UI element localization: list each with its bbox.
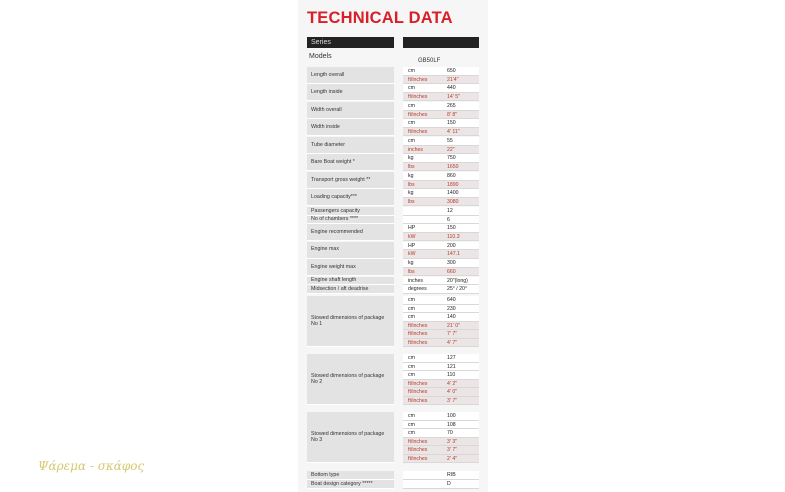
- spec-row: [403, 146, 479, 155]
- spec-row: [403, 128, 479, 137]
- spec-unit: cm: [408, 372, 415, 378]
- spec-row: [403, 242, 479, 251]
- spec-label: Transport gross weight **: [307, 172, 394, 189]
- spec-row: [403, 363, 479, 372]
- spec-label: Stowed dimensions of package No 1: [307, 296, 394, 347]
- spec-value: 3080: [447, 198, 459, 205]
- spec-value: 25° / 20°: [447, 286, 468, 292]
- spec-unit: cm: [408, 421, 415, 428]
- spec-label: Length overall: [307, 67, 394, 84]
- spec-row: [403, 233, 479, 242]
- spec-row: [403, 313, 479, 322]
- spec-unit: ft/inches: [408, 447, 428, 453]
- spec-value: 4' 11": [447, 128, 460, 135]
- spec-label: Stowed dimensions of package No 3: [307, 412, 394, 463]
- spec-row: [403, 250, 479, 259]
- spec-value: 4' 0": [447, 389, 458, 395]
- spec-unit: ft/inches: [408, 397, 428, 404]
- spec-unit: lbs: [408, 163, 415, 170]
- spec-value: 121: [447, 363, 456, 370]
- spec-unit: inches: [408, 146, 423, 153]
- spec-row: [403, 388, 479, 397]
- spec-value: 110.3: [447, 233, 460, 240]
- spec-value: 650: [447, 68, 456, 74]
- page-title: TECHNICAL DATA: [307, 9, 453, 27]
- spec-value: 3' 3": [447, 438, 458, 445]
- spec-row: [403, 371, 479, 380]
- spec-value: 20"(long): [447, 277, 468, 284]
- series-header: Series: [307, 37, 394, 48]
- spec-label: Midsection / aft deadrise: [307, 285, 394, 294]
- spec-unit: HP: [408, 242, 416, 249]
- spec-unit: ft/inches: [408, 128, 428, 135]
- spec-value: 660: [447, 268, 456, 275]
- spec-unit: HP: [408, 225, 416, 231]
- spec-label: Length inside: [307, 84, 394, 101]
- spec-unit: ft/inches: [408, 76, 428, 83]
- spec-label: Width inside: [307, 119, 394, 136]
- spec-value: RIB: [447, 472, 456, 478]
- spec-value: 1890: [447, 181, 459, 188]
- spec-row: [403, 181, 479, 190]
- spec-row: [403, 137, 479, 146]
- spec-unit: cm: [408, 120, 415, 126]
- spec-row: [403, 285, 479, 294]
- spec-value: 230: [447, 305, 456, 312]
- spec-row: [403, 119, 479, 128]
- spec-value: 6: [447, 216, 450, 223]
- spec-unit: lbs: [408, 181, 415, 188]
- model-name: GB50LF: [418, 58, 441, 64]
- spec-row: [403, 380, 479, 389]
- spec-row: [403, 207, 479, 216]
- spec-label: Engine shaft length: [307, 277, 394, 286]
- spec-value: 640: [447, 297, 456, 303]
- spec-unit: ft/inches: [408, 389, 428, 395]
- spec-row: [403, 305, 479, 314]
- spec-unit: lbs: [408, 268, 415, 275]
- spec-label: Stowed dimensions of package No 2: [307, 354, 394, 405]
- models-label: Models: [309, 53, 332, 60]
- spec-value: 150: [447, 225, 456, 231]
- spec-label: Tube diameter: [307, 137, 394, 154]
- spec-row: [403, 224, 479, 233]
- spec-unit: kg: [408, 173, 414, 179]
- spec-row: [403, 455, 479, 464]
- spec-row: [403, 322, 479, 331]
- spec-value: 21' 0": [447, 322, 460, 329]
- spec-unit: cm: [408, 363, 415, 370]
- spec-unit: cm: [408, 355, 415, 361]
- spec-label: Bottom type: [307, 471, 394, 480]
- spec-value: 140: [447, 314, 456, 320]
- spec-unit: cm: [408, 68, 415, 74]
- spec-unit: ft/inches: [408, 438, 428, 445]
- spec-value: 127: [447, 355, 456, 361]
- spec-label: Bare Boat weight *: [307, 154, 394, 171]
- spec-unit: kg: [408, 155, 414, 161]
- spec-row: [403, 412, 479, 421]
- spec-row: [403, 397, 479, 406]
- spec-label: Engine max: [307, 242, 394, 259]
- spec-value: 2' 4": [447, 455, 458, 462]
- spec-unit: cm: [408, 413, 415, 419]
- spec-row: [403, 198, 479, 207]
- spec-value: 110: [447, 372, 456, 378]
- spec-row: [403, 446, 479, 455]
- spec-label: Engine weight max: [307, 259, 394, 276]
- spec-row: [403, 111, 479, 120]
- spec-row: [403, 471, 479, 480]
- spec-value: D: [447, 481, 451, 487]
- spec-row: [403, 67, 479, 76]
- spec-row: [403, 172, 479, 181]
- spec-unit: ft/inches: [408, 111, 428, 118]
- spec-row: [403, 277, 479, 286]
- spec-row: [403, 84, 479, 93]
- spec-row: [403, 339, 479, 348]
- spec-value: 4' 7": [447, 339, 458, 346]
- spec-unit: inches: [408, 277, 423, 284]
- spec-row: [403, 438, 479, 447]
- spec-value: 860: [447, 173, 456, 179]
- spec-row: [403, 480, 479, 489]
- spec-unit: ft/inches: [408, 455, 428, 462]
- spec-row: [403, 354, 479, 363]
- spec-value: 300: [447, 260, 456, 266]
- spec-unit: cm: [408, 138, 415, 144]
- spec-row: [403, 330, 479, 339]
- spec-row: [403, 259, 479, 268]
- spec-value: 3' 7": [447, 397, 458, 404]
- spec-unit: ft/inches: [408, 339, 428, 346]
- spec-row: [403, 189, 479, 198]
- spec-unit: kW: [408, 251, 416, 257]
- spec-row: [403, 421, 479, 430]
- spec-unit: ft/inches: [408, 322, 428, 329]
- spec-row: [403, 154, 479, 163]
- spec-value: 200: [447, 242, 456, 249]
- spec-unit: ft/inches: [408, 93, 428, 100]
- spec-value: 21'4": [447, 76, 459, 83]
- spec-value: 265: [447, 103, 456, 109]
- spec-unit: cm: [408, 314, 415, 320]
- spec-row: [403, 296, 479, 305]
- spec-unit: cm: [408, 103, 415, 109]
- spec-unit: ft/inches: [408, 380, 428, 387]
- spec-value: 147.1: [447, 251, 460, 257]
- spec-value: 1650: [447, 163, 459, 170]
- spec-row: [403, 429, 479, 438]
- spec-unit: cm: [408, 430, 415, 436]
- footer-note: Ψάρεμα - σκάφος: [38, 459, 145, 473]
- spec-row: [403, 268, 479, 277]
- spec-row: [403, 216, 479, 225]
- spec-unit: cm: [408, 305, 415, 312]
- spec-value: 8' 8": [447, 111, 458, 118]
- spec-value: 100: [447, 413, 456, 419]
- spec-row: [403, 76, 479, 85]
- spec-value: 1400: [447, 190, 459, 196]
- spec-value: 22": [447, 146, 455, 153]
- spec-unit: kg: [408, 190, 414, 196]
- spec-value: 4' 2": [447, 380, 458, 387]
- spec-value: 108: [447, 421, 456, 428]
- spec-unit: cm: [408, 297, 415, 303]
- spec-value: 12: [447, 208, 453, 214]
- spec-label: Passengers capacity: [307, 207, 394, 216]
- series-header-value: [403, 37, 479, 48]
- spec-label: Loading capacity***: [307, 189, 394, 206]
- spec-label: No of chambers ****: [307, 216, 394, 225]
- spec-value: 3' 7": [447, 447, 458, 453]
- spec-unit: lbs: [408, 198, 415, 205]
- spec-row: [403, 93, 479, 102]
- spec-value: 14' 5": [447, 93, 460, 100]
- spec-unit: ft/inches: [408, 331, 428, 337]
- spec-row: [403, 163, 479, 172]
- spec-label: Boat design category *****: [307, 480, 394, 489]
- spec-unit: kg: [408, 260, 414, 266]
- spec-value: 70: [447, 430, 453, 436]
- spec-label: Width overall: [307, 102, 394, 119]
- spec-value: 55: [447, 138, 453, 144]
- spec-label: Engine recommended: [307, 224, 394, 241]
- spec-value: 150: [447, 120, 456, 126]
- spec-value: 750: [447, 155, 456, 161]
- spec-unit: kW: [408, 233, 416, 240]
- spec-unit: cm: [408, 85, 415, 91]
- spec-row: [403, 102, 479, 111]
- spec-value: 440: [447, 85, 456, 91]
- spec-value: 7' 7": [447, 331, 458, 337]
- spec-unit: degrees: [408, 286, 427, 292]
